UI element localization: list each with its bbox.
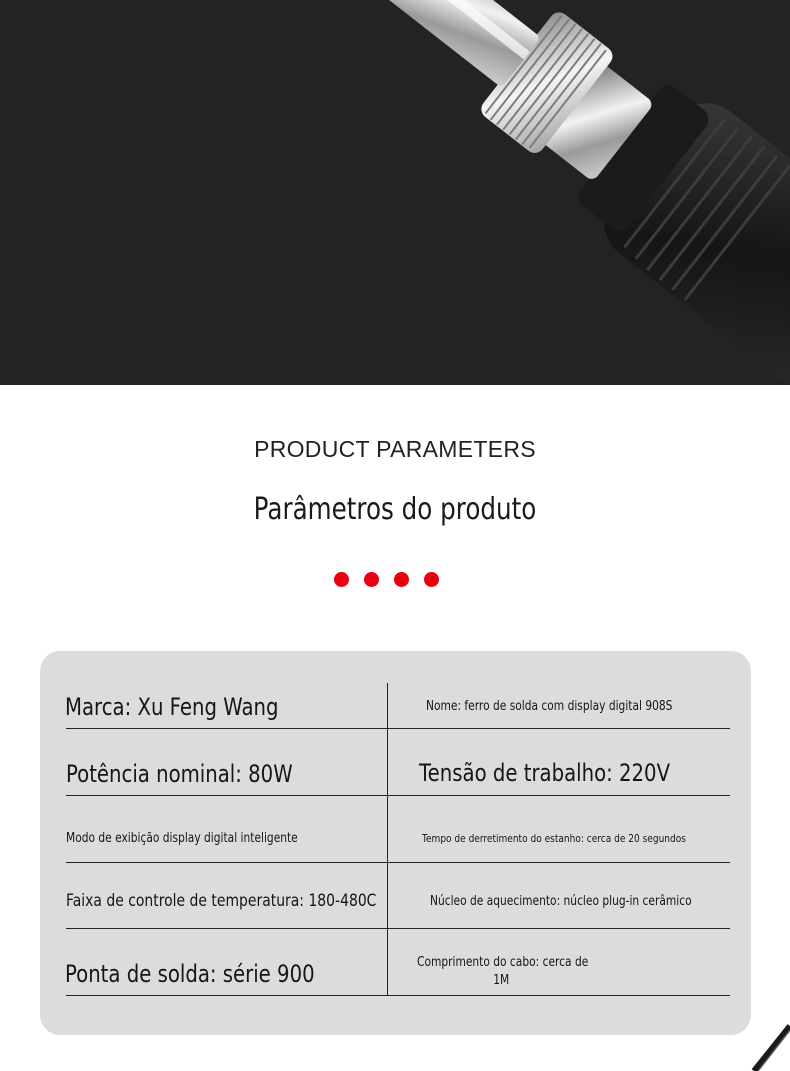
param-name: Nome: ferro de solda com display digital 908S — [426, 699, 673, 714]
param-cable-length-line2: 1M — [493, 973, 510, 988]
param-temperature-range: Faixa de controle de temperatura: 180-480C — [66, 891, 377, 911]
param-cable-length — [417, 954, 588, 990]
row-divider — [66, 795, 730, 796]
row-divider — [66, 995, 730, 996]
param-display-mode: Modo de exibição display digital inteligente — [66, 831, 298, 846]
param-solder-tip: Ponta de solda: série 900 — [65, 960, 315, 988]
red-dot-icon — [364, 572, 379, 587]
soldering-iron-illustration — [0, 0, 790, 385]
column-divider — [387, 683, 388, 995]
param-brand: Marca: Xu Feng Wang — [65, 693, 279, 721]
param-working-voltage: Tensão de trabalho: 220V — [419, 759, 671, 787]
red-dot-icon — [334, 572, 349, 587]
row-divider — [66, 862, 730, 863]
parameters-card — [40, 651, 751, 1035]
param-heating-core: Núcleo de aquecimento: núcleo plug-in cerâmico — [430, 894, 692, 909]
section-title-en: PRODUCT PARAMETERS — [254, 436, 536, 462]
section-title-pt: Parâmetros do produto — [253, 492, 537, 527]
param-rated-power: Potência nominal: 80W — [66, 760, 293, 788]
red-dot-icon — [424, 572, 439, 587]
row-divider — [66, 928, 730, 929]
red-dot-icon — [394, 572, 409, 587]
param-tin-melting-time: Tempo de derretimento do estanho: cerca de 20 segundos — [422, 832, 686, 845]
row-divider — [66, 728, 730, 729]
hero-product-image — [0, 0, 790, 385]
param-cable-length-line1: Comprimento do cabo: cerca de — [417, 955, 589, 970]
cable-image — [740, 1010, 790, 1071]
